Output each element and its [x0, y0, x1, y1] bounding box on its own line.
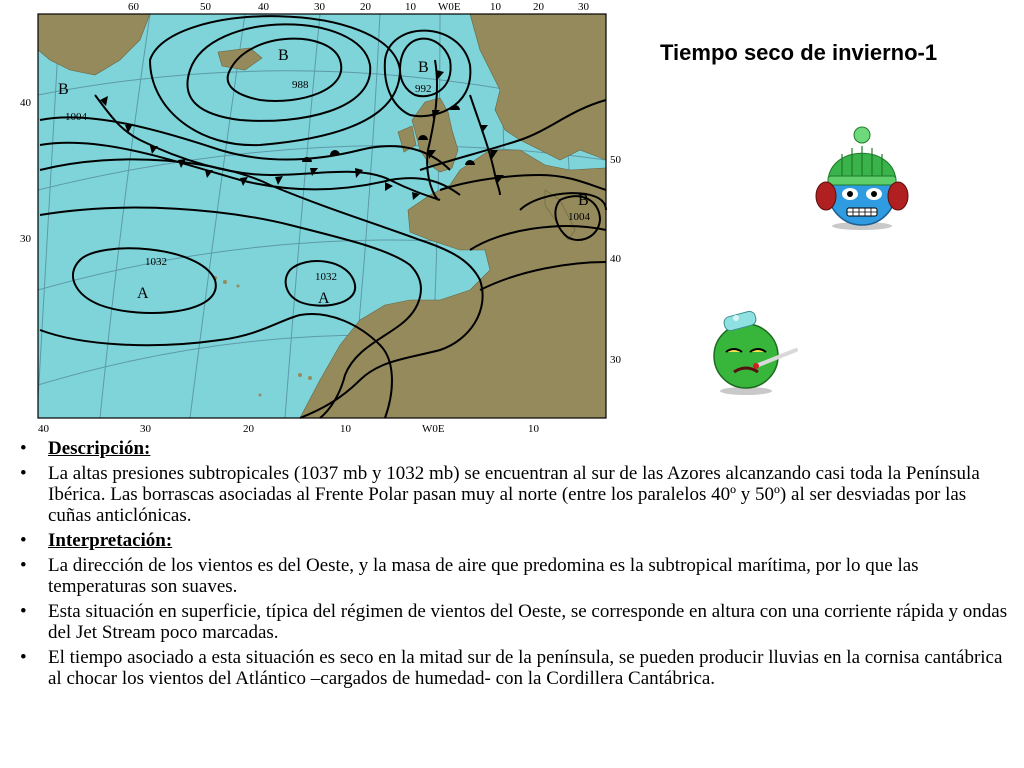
list-item-description-heading: [20, 438, 1010, 459]
bottom-longitude-label: 10: [528, 423, 539, 435]
bullet-marker: •: [20, 555, 27, 576]
bottom-longitude-label: W0E: [422, 423, 445, 435]
content-text: [20, 438, 1010, 693]
top-longitude-label: 20: [533, 1, 544, 13]
high-center-label-2: A: [318, 290, 330, 307]
right-latitude-label: 40: [610, 253, 621, 265]
interpretation-text-3: El tiempo asociado a esta situación es seco en la mitad sur de la península, se pueden producir lluvias en la cornisa cantábrica al chocar los vientos del Atlántico –cargados de humedad- con la Cordillera Cantábrica.: [48, 647, 1003, 689]
right-latitude-label: 30: [610, 354, 621, 366]
list-item: [20, 601, 1010, 643]
top-longitude-label: 40: [258, 1, 269, 13]
low-center-label-3: B: [58, 81, 69, 98]
isobar-value-1032-west: 1032: [145, 256, 167, 268]
interpretation-text-1: La dirección de los vientos es del Oeste, y la masa de aire que predomina es la subtropical marítima, por lo que las temperaturas son suaves.: [48, 555, 919, 597]
left-latitude-label: 30: [20, 233, 31, 245]
bullet-marker: •: [20, 463, 27, 484]
interpretation-text-2: Esta situación en superficie, típica del régimen de vientos del Oeste, se corresponde en altura con una corriente rápida y ondas del Jet Stream poco marcadas.: [48, 601, 1008, 643]
top-longitude-label: 10: [405, 1, 416, 13]
low-center-label-2: B: [418, 59, 429, 76]
high-center-label-1: A: [137, 285, 149, 302]
low-center-label-1: B: [278, 47, 289, 64]
list-item-interpretation-heading: [20, 530, 1010, 551]
top-longitude-label: 30: [314, 1, 325, 13]
description-text: La altas presiones subtropicales (1037 mb y 1032 mb) se encuentran al sur de las Azores alcanzando casi toda la Península Ibérica. Las borrascas asociadas al Frente Polar pasan muy al norte (entre los paralelos 40º y 50º) al ser desviadas por las cuñas anticlónicas.: [48, 463, 980, 526]
list-item: [20, 463, 1010, 526]
top-longitude-label: 50: [200, 1, 211, 13]
low-center-label-4: B: [578, 192, 589, 209]
bullet-marker: •: [20, 530, 27, 551]
bullet-list: [20, 438, 1010, 689]
list-item: [20, 555, 1010, 597]
top-longitude-label: 60: [128, 1, 139, 13]
right-latitude-label: 50: [610, 154, 621, 166]
cold-emoji-icon: [812, 126, 912, 236]
sick-emoji-icon: [706, 306, 806, 401]
isobar-value-992: 992: [415, 83, 432, 95]
interpretation-heading: Interpretación:: [48, 530, 173, 551]
bottom-longitude-label: 20: [243, 423, 254, 435]
page-title: Tiempo seco de invierno-1: [660, 40, 938, 65]
top-longitude-label: 20: [360, 1, 371, 13]
isobar-value-1004-west: 1004: [65, 111, 87, 123]
left-latitude-label: 40: [20, 97, 31, 109]
top-longitude-label: 10: [490, 1, 501, 13]
bottom-longitude-label: 40: [38, 423, 49, 435]
bullet-marker: •: [20, 647, 27, 668]
bottom-longitude-label: 30: [140, 423, 151, 435]
top-longitude-label: 30: [578, 1, 589, 13]
isobar-value-1004-east: 1004: [568, 211, 590, 223]
description-heading: Descripción:: [48, 438, 151, 459]
top-longitude-label: W0E: [438, 1, 461, 13]
isobar-value-1032-east: 1032: [315, 271, 337, 283]
bullet-marker: •: [20, 438, 27, 459]
list-item: [20, 647, 1010, 689]
isobar-value-988: 988: [292, 79, 309, 91]
weather-map: [0, 0, 640, 440]
bottom-longitude-label: 10: [340, 423, 351, 435]
bullet-marker: •: [20, 601, 27, 622]
